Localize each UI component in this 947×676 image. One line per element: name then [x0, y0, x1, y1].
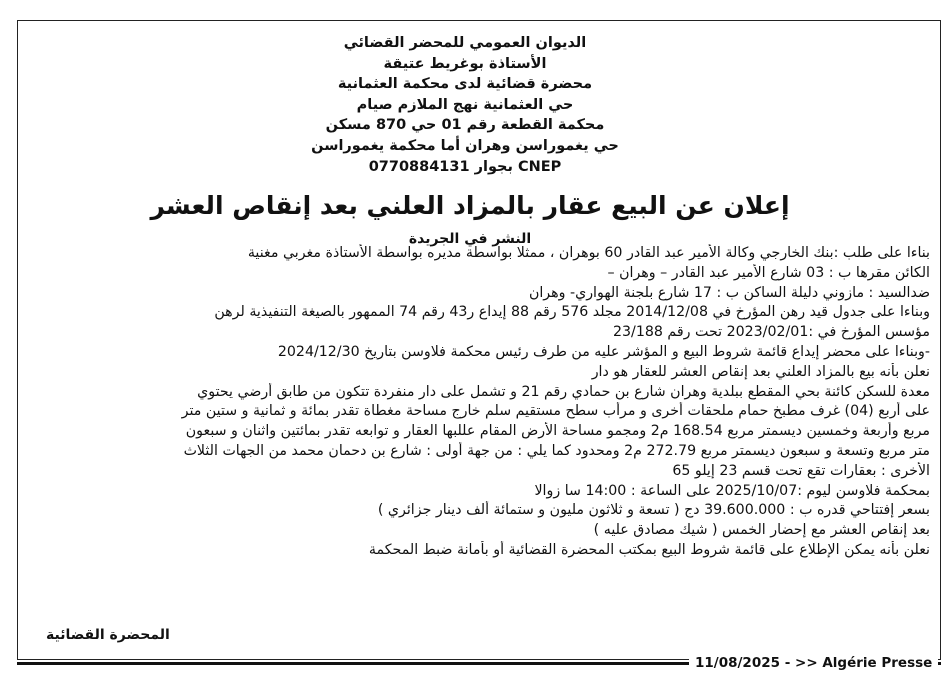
header-line: الأستاذة بوغريط عتيقة [383, 55, 547, 72]
header-line: حي يغموراسن وهران أما محكمة يغموراسن [311, 137, 619, 154]
body-line: بسعر إفتتاحي قدره ب : 39.600.000 دج ( تسعة و ثلاثون مليون و ستمائة ألف دينار جزائري ) [377, 502, 930, 519]
header-line: الديوان العمومي للمحضر القضائي [343, 35, 587, 51]
body-line: بعد إنقاص العشر مع إحضار الخمس ( شيك مصادق عليه ) [593, 522, 930, 539]
body-line: متر مربع وتسعة و سبعون ديسمتر مربع 272.79 م2 ومحدود كما يلي : من جهة أولى : شارع بن دحمان محمد من الجهات الثلاث [183, 442, 930, 459]
body-line: ضدالسيد : مازوني دليلة الساكن ب : 17 شارع بلجنة الهواري- وهران [528, 284, 930, 301]
bailiff-header [200, 33, 730, 177]
body-line: بناءا على طلب :بنك الخارجي وكالة الأمير عبد القادر 60 بوهران ، ممثلا بواسطة مديره بواسطة الأستاذة مغربي مغنية [247, 245, 930, 261]
body-line: -وبناءا على محضر إيداع قائمة شروط البيع و المؤشر عليه من طرف رئيس محكمة فلاوسن بتاريخ 2024/12/30 [277, 343, 930, 360]
signature: المحضرة القضائية [46, 627, 170, 643]
header-line: محكمة القطعة رقم 01 حي 870 مسكن [325, 117, 605, 134]
footer [17, 653, 941, 673]
body-line: نعلن بأنه بيع بالمزاد العلني بعد إنقاص العشر للعقار هو دار [591, 363, 930, 380]
announcement-body [34, 244, 930, 561]
body-line: على أربع (04) غرف مطبخ حمام ملحقات أخرى و مرأب سطح مستقيم سلم خارج مساحة مغطاة تقدر بمائة و ثمانية و ستين متر [181, 403, 930, 420]
body-line: نعلن بأنه يمكن الإطلاع على قائمة شروط البيع بمكتب المحضرة القضائية أو بأمانة ضبط المحكمة [368, 541, 930, 558]
announcement-title: إعلان عن البيع عقار بالمزاد العلني بعد إنقاص العشر [150, 191, 790, 220]
body-line: معدة للسكن كائنة بحي المقطع ببلدية وهران شارع بن حمادي رقم 21 و تشمل على دار منفردة تتكون من طابق أرضي يحتوي [197, 383, 930, 400]
body-line: الأخرى : بعقارات تقع تحت قسم 23 إيلو 65 [672, 462, 930, 479]
body-line: مربع وأربعة وخمسين ديسمتر مربع 168.54 م2 ومجمو مساحة الأرض المقام عللبها العقار و توابعه تقدر بمائتين واثنان و سبعون [185, 423, 930, 440]
header-line: حي العثمانية نهج الملازم صيام [356, 96, 574, 113]
body-line: مؤسس المؤرخ في :2023/02/01 تحت رقم 23/188 [613, 324, 930, 341]
body-line: الكائن مقرها ب : 03 شارع الأمير عبد القادر – وهران – [607, 264, 930, 281]
header-line: CNEP بجوار 0770884131 [368, 158, 562, 175]
body-line: وبناءا على جدول قيد رهن المؤرخ في 2014/12/08 مجلد 576 رقم 88 إيداع ر43 رقم 74 الممهور بالصيغة التنفيذية لرهن [214, 304, 930, 321]
announcement-subtitle: النشر في الجريدة [408, 231, 532, 247]
body-line: بمحكمة فلاوسن ليوم :2025/10/07 على الساعة : 14:00 سا زوالا [534, 482, 930, 499]
footer-source: 11/08/2025 - >> Algérie Presse [689, 653, 938, 673]
header-line: محضرة قضائية لدى محكمة العثمانية [337, 76, 593, 93]
